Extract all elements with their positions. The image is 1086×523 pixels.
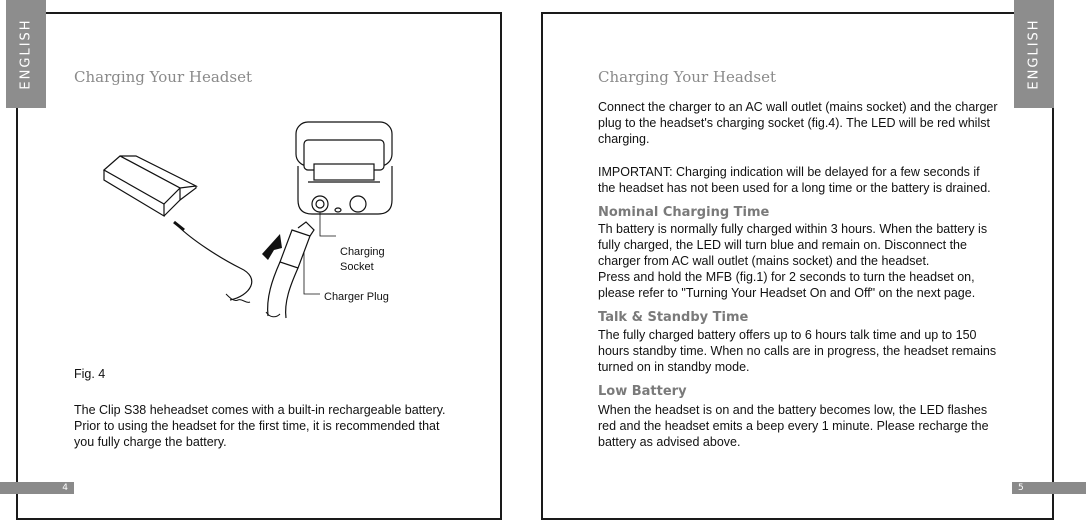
section-heading-talk-standby: Talk & Standby Time [598, 310, 749, 325]
paragraph-line: Connect the charger to an AC wall outlet (mains socket) and the charger [598, 100, 998, 114]
figure-label: Fig. 4 [74, 367, 106, 381]
language-label: ENGLISH [18, 18, 34, 90]
section-heading-low-battery: Low Battery [598, 384, 687, 399]
page-number-bar-left [0, 482, 74, 494]
paragraph-line: Th battery is normally fully charged within 3 hours. When the battery is [598, 222, 988, 236]
charger-cable [178, 226, 252, 300]
language-label: ENGLISH [1026, 18, 1042, 90]
paragraph-line: When the headset is on and the battery becomes low, the LED flashes [598, 403, 988, 417]
language-tab-left [6, 0, 46, 108]
wall-charger-icon [104, 156, 196, 216]
page-number: 5 [1018, 483, 1024, 493]
connect-paragraph [598, 99, 1013, 147]
paragraph-line: the headset has not been used for a long time or the battery is drained. [598, 181, 991, 195]
paragraph-line: The Clip S38 heheadset comes with a built-in rechargeable battery. [74, 403, 446, 417]
talk-standby-paragraph [598, 327, 1013, 375]
paragraph-line: IMPORTANT: Charging indication will be delayed for a few seconds if [598, 165, 980, 179]
paragraph-line: red and the headset emits a beep every 1 minute. Please recharge the [598, 419, 989, 433]
paragraph-line: plug to the headset's charging socket (fig.4). The LED will be red whilst [598, 116, 990, 130]
nominal-charging-paragraph [598, 221, 1013, 301]
paragraph-line: hours standby time. When no calls are in progress, the headset remains [598, 344, 997, 358]
charger-illustration [100, 118, 460, 328]
paragraph-line: The fully charged battery offers up to 6 hours talk time and up to 150 [598, 328, 977, 342]
section-heading-nominal-charging-time: Nominal Charging Time [598, 205, 770, 220]
charger-plug-icon [268, 222, 314, 318]
paragraph-line: Press and hold the MFB (fig.1) for 2 seconds to turn the headset on, [598, 270, 975, 284]
callout-charger-plug-label: Charger Plug [324, 291, 389, 303]
page-title: Charging Your Headset [74, 68, 253, 86]
paragraph-line: charging. [598, 132, 650, 146]
page-number: 4 [62, 483, 68, 493]
paragraph-line: fully charged, the LED will turn blue and remain on. Disconnect the [598, 238, 967, 252]
paragraph-line: charger from AC wall outlet (mains socket) and the headset. [598, 254, 930, 268]
intro-paragraph [74, 402, 474, 450]
paragraph-line: please refer to "Turning Your Headset On and Off" on the next page. [598, 286, 976, 300]
paragraph-line: turned on in standby mode. [598, 360, 750, 374]
page-title: Charging Your Headset [598, 68, 777, 86]
important-paragraph [598, 164, 1013, 196]
language-tab-right [1014, 0, 1054, 108]
callout-socket-label: Socket [340, 261, 374, 273]
paragraph-line: you fully charge the battery. [74, 435, 227, 449]
arrow-up-icon [262, 234, 282, 260]
paragraph-line: battery as advised above. [598, 435, 741, 449]
headset-icon [296, 122, 392, 214]
page-number-bar-right [1012, 482, 1086, 494]
low-battery-paragraph [598, 402, 1013, 450]
paragraph-line: Prior to using the headset for the first time, it is recommended that [74, 419, 440, 433]
callout-charging-label: Charging [340, 246, 385, 258]
